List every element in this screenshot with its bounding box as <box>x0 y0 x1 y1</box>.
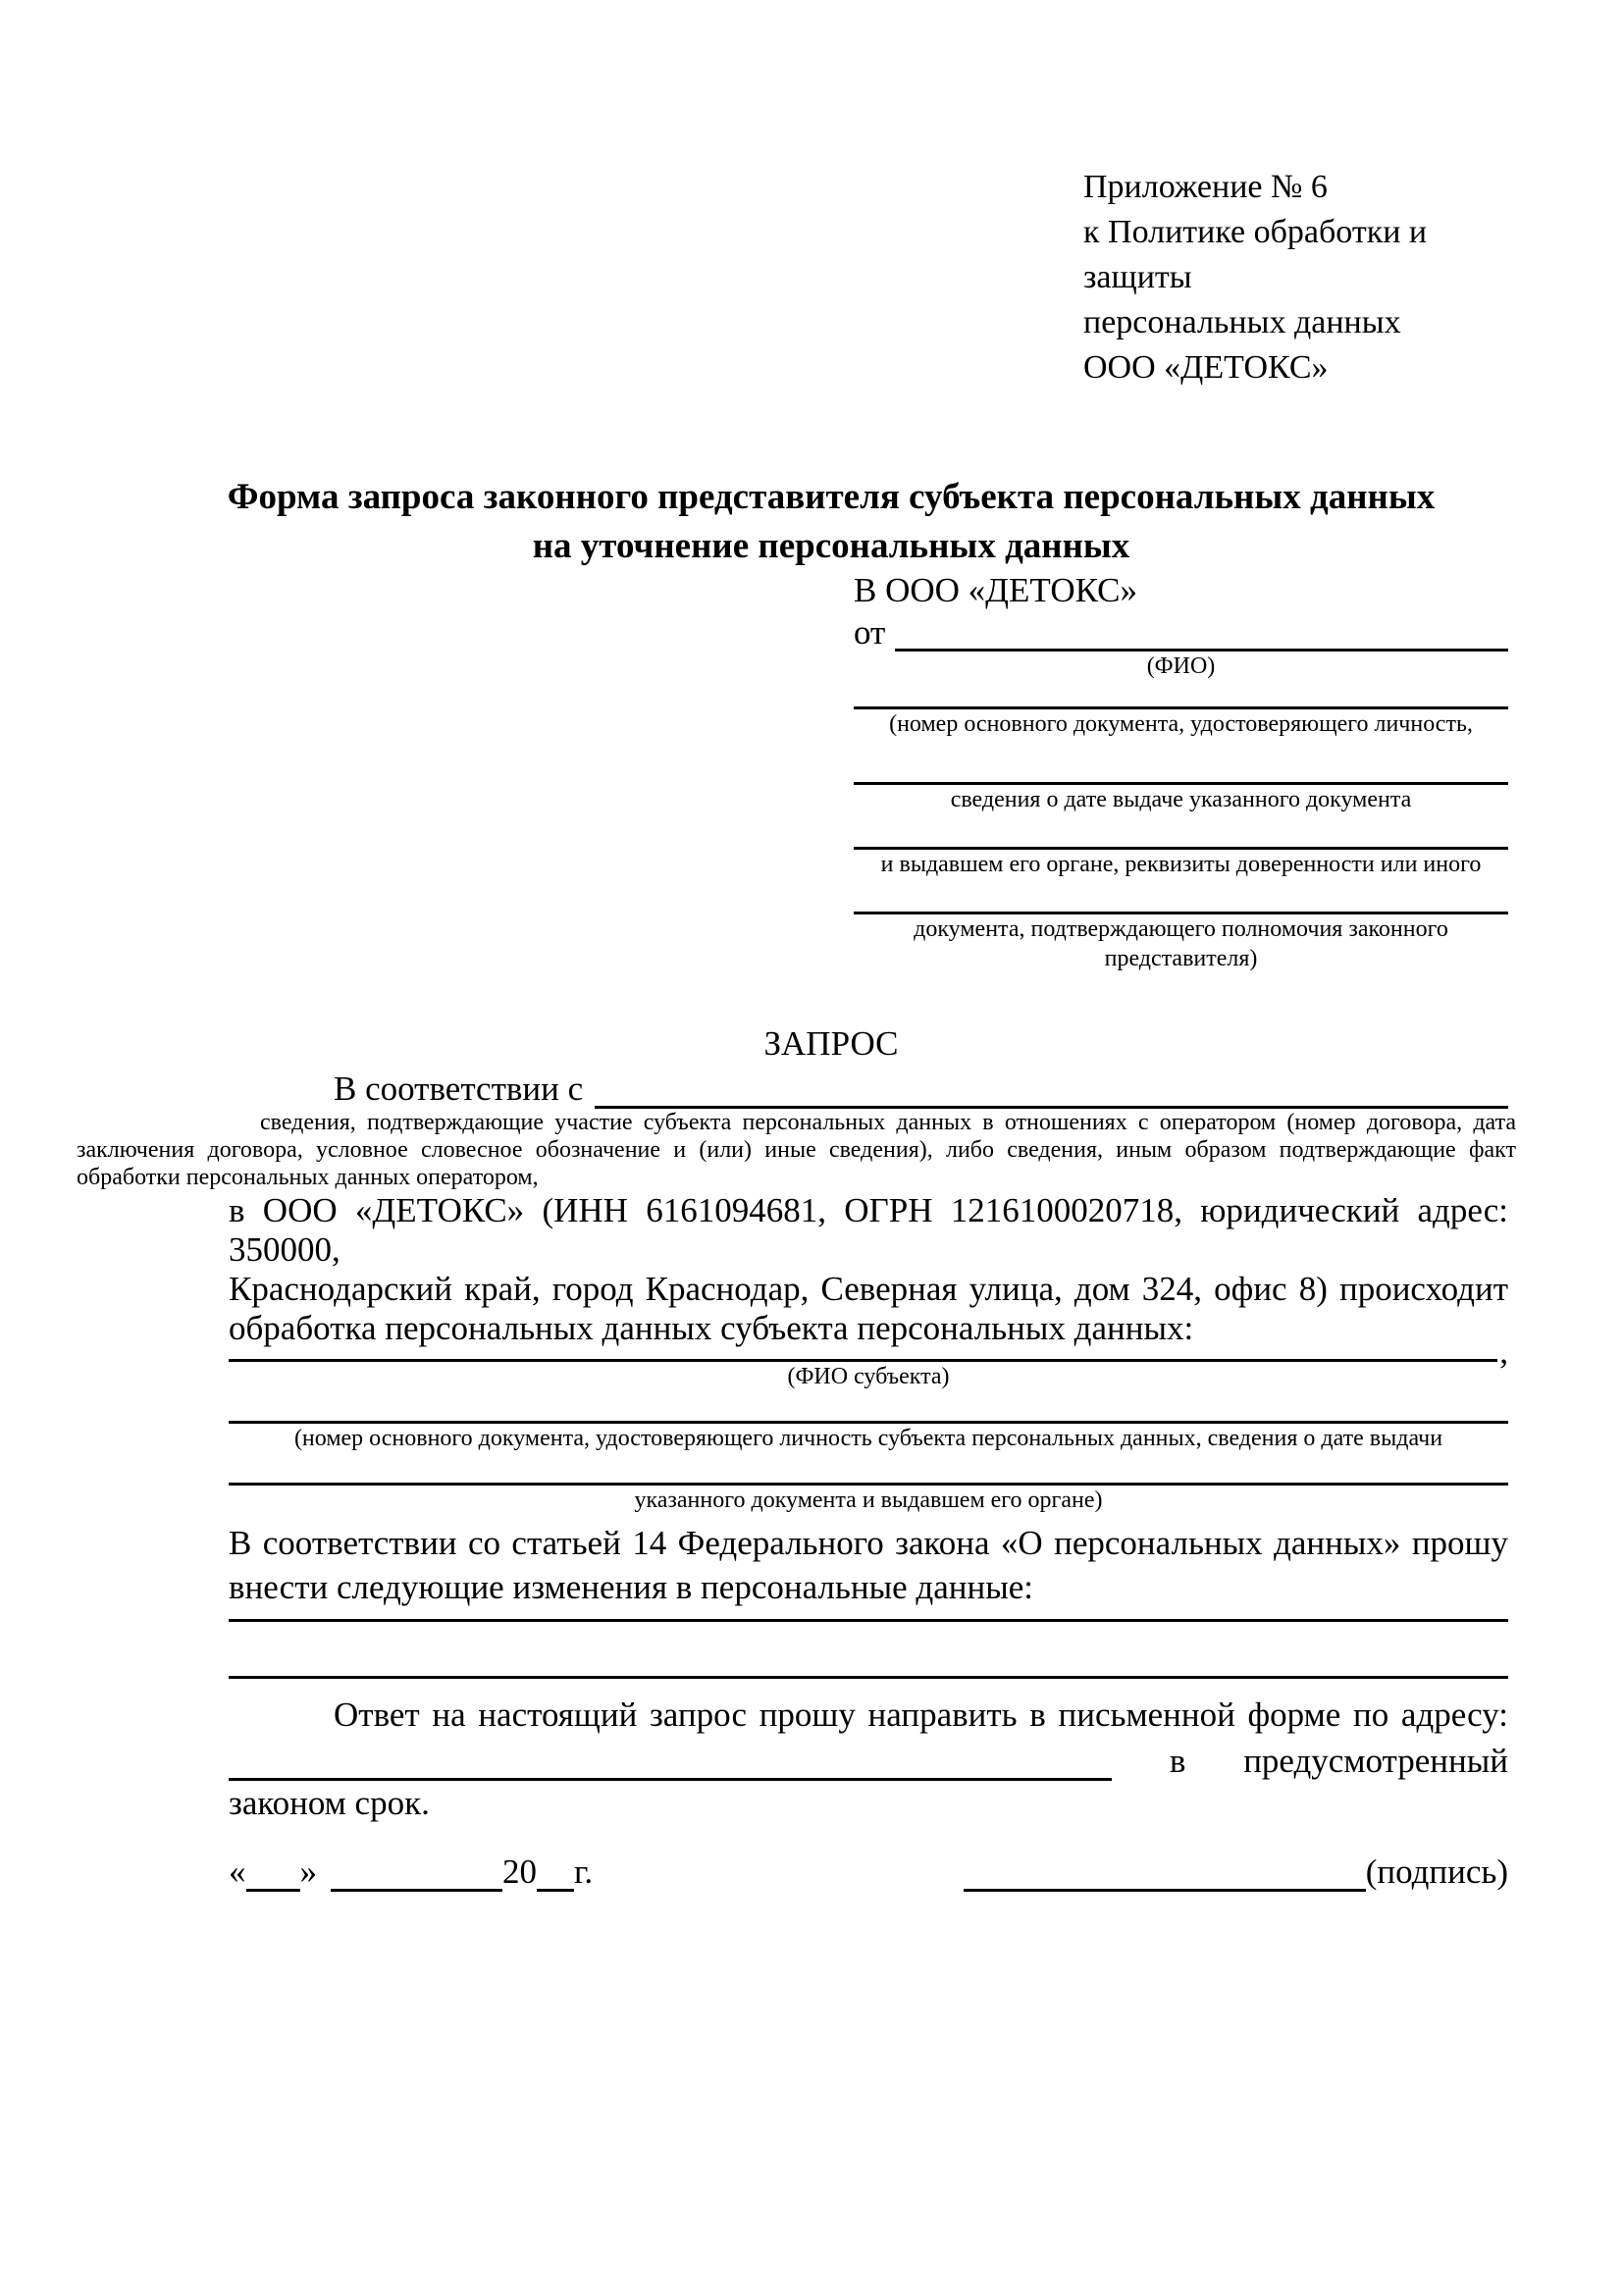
request-heading: ЗАПРОС <box>763 1024 899 1063</box>
reply-line-1: Ответ на настоящий запрос прошу направить в письменной форме по адресу: <box>334 1696 1508 1734</box>
document-caption-4: документа, подтверждающего полномочия законного представителя) <box>914 916 1448 971</box>
in-accordance-label: В соответствии с <box>334 1070 584 1108</box>
reply-line-3: законом срок. <box>229 1784 430 1822</box>
operator-line: обработка персональных данных субъекта персональных данных: <box>229 1309 1194 1347</box>
trailing-comma: , <box>1499 1332 1508 1371</box>
date-month-blank <box>331 1855 502 1892</box>
reply-word: в <box>1169 1742 1186 1780</box>
appendix-line: к Политике обработки и защиты <box>1083 214 1428 295</box>
basis-caption-line: обработки персональных данных оператором, <box>77 1165 539 1190</box>
operator-line: Краснодарский край, город Краснодар, Северная улица, дом 324, офис 8) происходит <box>229 1270 1508 1308</box>
appendix-line: персональных данных <box>1083 304 1401 340</box>
reply-address-blank-line <box>229 1745 1112 1781</box>
changes-blank-line-1 <box>229 1619 1508 1622</box>
date-group <box>229 1852 593 1892</box>
date-signature-row <box>229 1852 1508 1892</box>
signature-caption: (подпись) <box>1365 1852 1508 1891</box>
subject-fio-caption: (ФИО субъекта) <box>787 1364 950 1389</box>
reply-paragraph <box>229 1693 1508 1825</box>
subject-document-caption-1: (номер основного документа, удостоверяющего личность субъекта персональных данных, сведения о дате выдачи <box>293 1426 1443 1451</box>
document-title-line: Форма запроса законного представителя субъекта персональных данных <box>227 477 1436 517</box>
reply-word: предусмотренный <box>1243 1742 1508 1780</box>
addressee-block <box>854 571 1508 973</box>
from-row <box>854 610 1508 652</box>
issuing-authority-blank-line <box>854 814 1508 850</box>
fio-caption: (ФИО) <box>1146 653 1216 679</box>
date-close-quote: » <box>299 1852 317 1891</box>
operator-paragraph <box>229 1191 1508 1348</box>
changes-blank-line-2 <box>229 1676 1508 1679</box>
date-year-blank <box>537 1855 574 1892</box>
date-day-blank <box>246 1855 300 1892</box>
basis-caption-line: сведения, подтверждающие участие субъекта персональных данных в отношениях с оператором (номер договора, дата <box>260 1110 1516 1135</box>
in-accordance-row <box>229 1066 1508 1109</box>
law-line: внести следующие изменения в персональные данные: <box>229 1568 1033 1606</box>
document-caption-3: и выдавшем его органе, реквизиты доверенности или иного <box>880 852 1482 877</box>
date-year-prefix: 20 <box>502 1852 537 1891</box>
reply-address-row <box>229 1737 1508 1781</box>
subject-fio-row <box>229 1332 1508 1371</box>
document-caption-2: сведения о дате выдаче указанного документа <box>950 787 1412 812</box>
addressee-org: В ООО «ДЕТОКС» <box>854 571 1137 609</box>
basis-caption-line: заключения договора, условное словесное обозначение и (или) иные сведения), либо сведения, иным образом подтверждающие факт <box>77 1137 1516 1163</box>
appendix-note <box>1083 165 1508 391</box>
signature-group <box>964 1852 1508 1892</box>
basis-caption-paragraph <box>77 1109 1516 1191</box>
document-number-blank-line <box>854 681 1508 709</box>
date-open-quote: « <box>229 1852 246 1891</box>
signature-blank-line <box>964 1855 1366 1892</box>
law-line: В соответствии со статьей 14 Федерального закона «О персональных данных» прошу <box>229 1524 1508 1562</box>
subject-document-caption-2: указанного документа и выдавшем его органе) <box>634 1487 1103 1513</box>
date-year-suffix: г. <box>574 1852 594 1891</box>
document-title <box>154 473 1508 571</box>
appendix-line: Приложение № 6 <box>1083 169 1328 205</box>
appendix-line: ООО «ДЕТОКС» <box>1083 349 1329 386</box>
document-caption-1: (номер основного документа, удостоверяющего личность, <box>889 711 1473 737</box>
law-paragraph <box>229 1521 1508 1609</box>
from-label: от <box>854 613 886 652</box>
authority-document-blank-line <box>854 879 1508 914</box>
operator-line: в ООО «ДЕТОКС» (ИНН 6161094681, ОГРН 1216100020718, юридический адрес: 350000, <box>229 1191 1508 1269</box>
document-title-line: на уточнение персональных данных <box>532 526 1130 566</box>
issue-date-blank-line <box>854 739 1508 785</box>
